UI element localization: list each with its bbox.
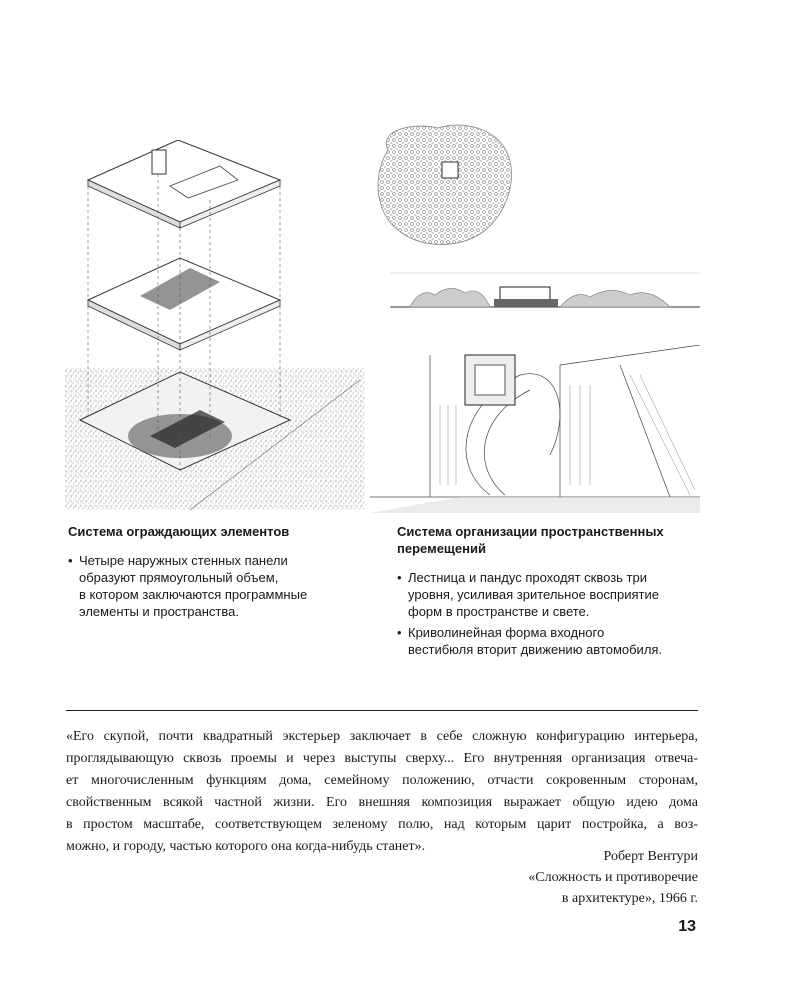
page-number: 13 — [678, 918, 696, 935]
site-plan-figure — [368, 120, 518, 255]
quote-line: в простом масштабе, соответствующем зеленому полю, над которым царит постройка, а воз- — [66, 817, 698, 832]
caption-line: Криволинейная форма входного — [408, 625, 605, 640]
caption-line: Четыре наружных стенных панели — [79, 553, 288, 568]
section-divider — [66, 710, 698, 711]
caption-circulation-system — [397, 523, 697, 662]
interior-perspective-figure — [370, 345, 700, 513]
caption-bullet — [397, 624, 697, 658]
attribution-work: «Сложность и противоречие — [528, 870, 698, 885]
caption-bullet — [397, 569, 697, 620]
quote-attribution — [528, 846, 698, 909]
quote-line: ет многочисленным функциям дома, семейному положению, отчасти сокровенным сторонам, — [66, 773, 698, 788]
caption-line: элементы и пространства. — [79, 604, 239, 619]
caption-line: вестибюля вторит движению автомобиля. — [408, 642, 663, 657]
bullet-mark: • — [397, 570, 402, 585]
caption-line: образуют прямоугольный объем, — [79, 570, 279, 585]
caption-line: форм в пространстве и свете. — [408, 604, 590, 619]
caption-title-line: перемещений — [397, 541, 486, 556]
caption-title-line: Система организации пространственных — [397, 524, 664, 539]
caption-line: Лестница и пандус проходят сквозь три — [408, 570, 647, 585]
caption-title — [397, 523, 697, 557]
caption-bullet — [68, 552, 358, 620]
quote-line: проглядывающую сквозь проемы и через выступы сверху... Его внутренняя организация отвеча- — [66, 751, 698, 766]
attribution-work: в архитектуре», 1966 г. — [561, 891, 698, 906]
bullet-mark: • — [68, 553, 73, 568]
exploded-axonometric-figure — [60, 140, 370, 512]
quote-paragraph — [66, 726, 698, 858]
quote-line: можно, и городу, частью которого она когда-нибудь станет». — [66, 839, 426, 854]
attribution-author: Роберт Вентури — [603, 849, 698, 864]
quote-line: свойственным всякой частной жизни. Его внешняя композиция выражает общую идею дома — [66, 795, 698, 810]
caption-title: Система ограждающих элементов — [68, 524, 290, 539]
elevation-figure — [390, 265, 700, 313]
bullet-mark: • — [397, 625, 402, 640]
caption-line: уровня, усиливая зрительное восприятие — [408, 587, 659, 602]
caption-enclosure-system — [68, 523, 358, 624]
caption-line: в котором заключаются программные — [79, 587, 308, 602]
quote-line: «Его скупой, почти квадратный экстерьер заключает в себе сложную конфигурацию интерьера, — [66, 729, 698, 744]
